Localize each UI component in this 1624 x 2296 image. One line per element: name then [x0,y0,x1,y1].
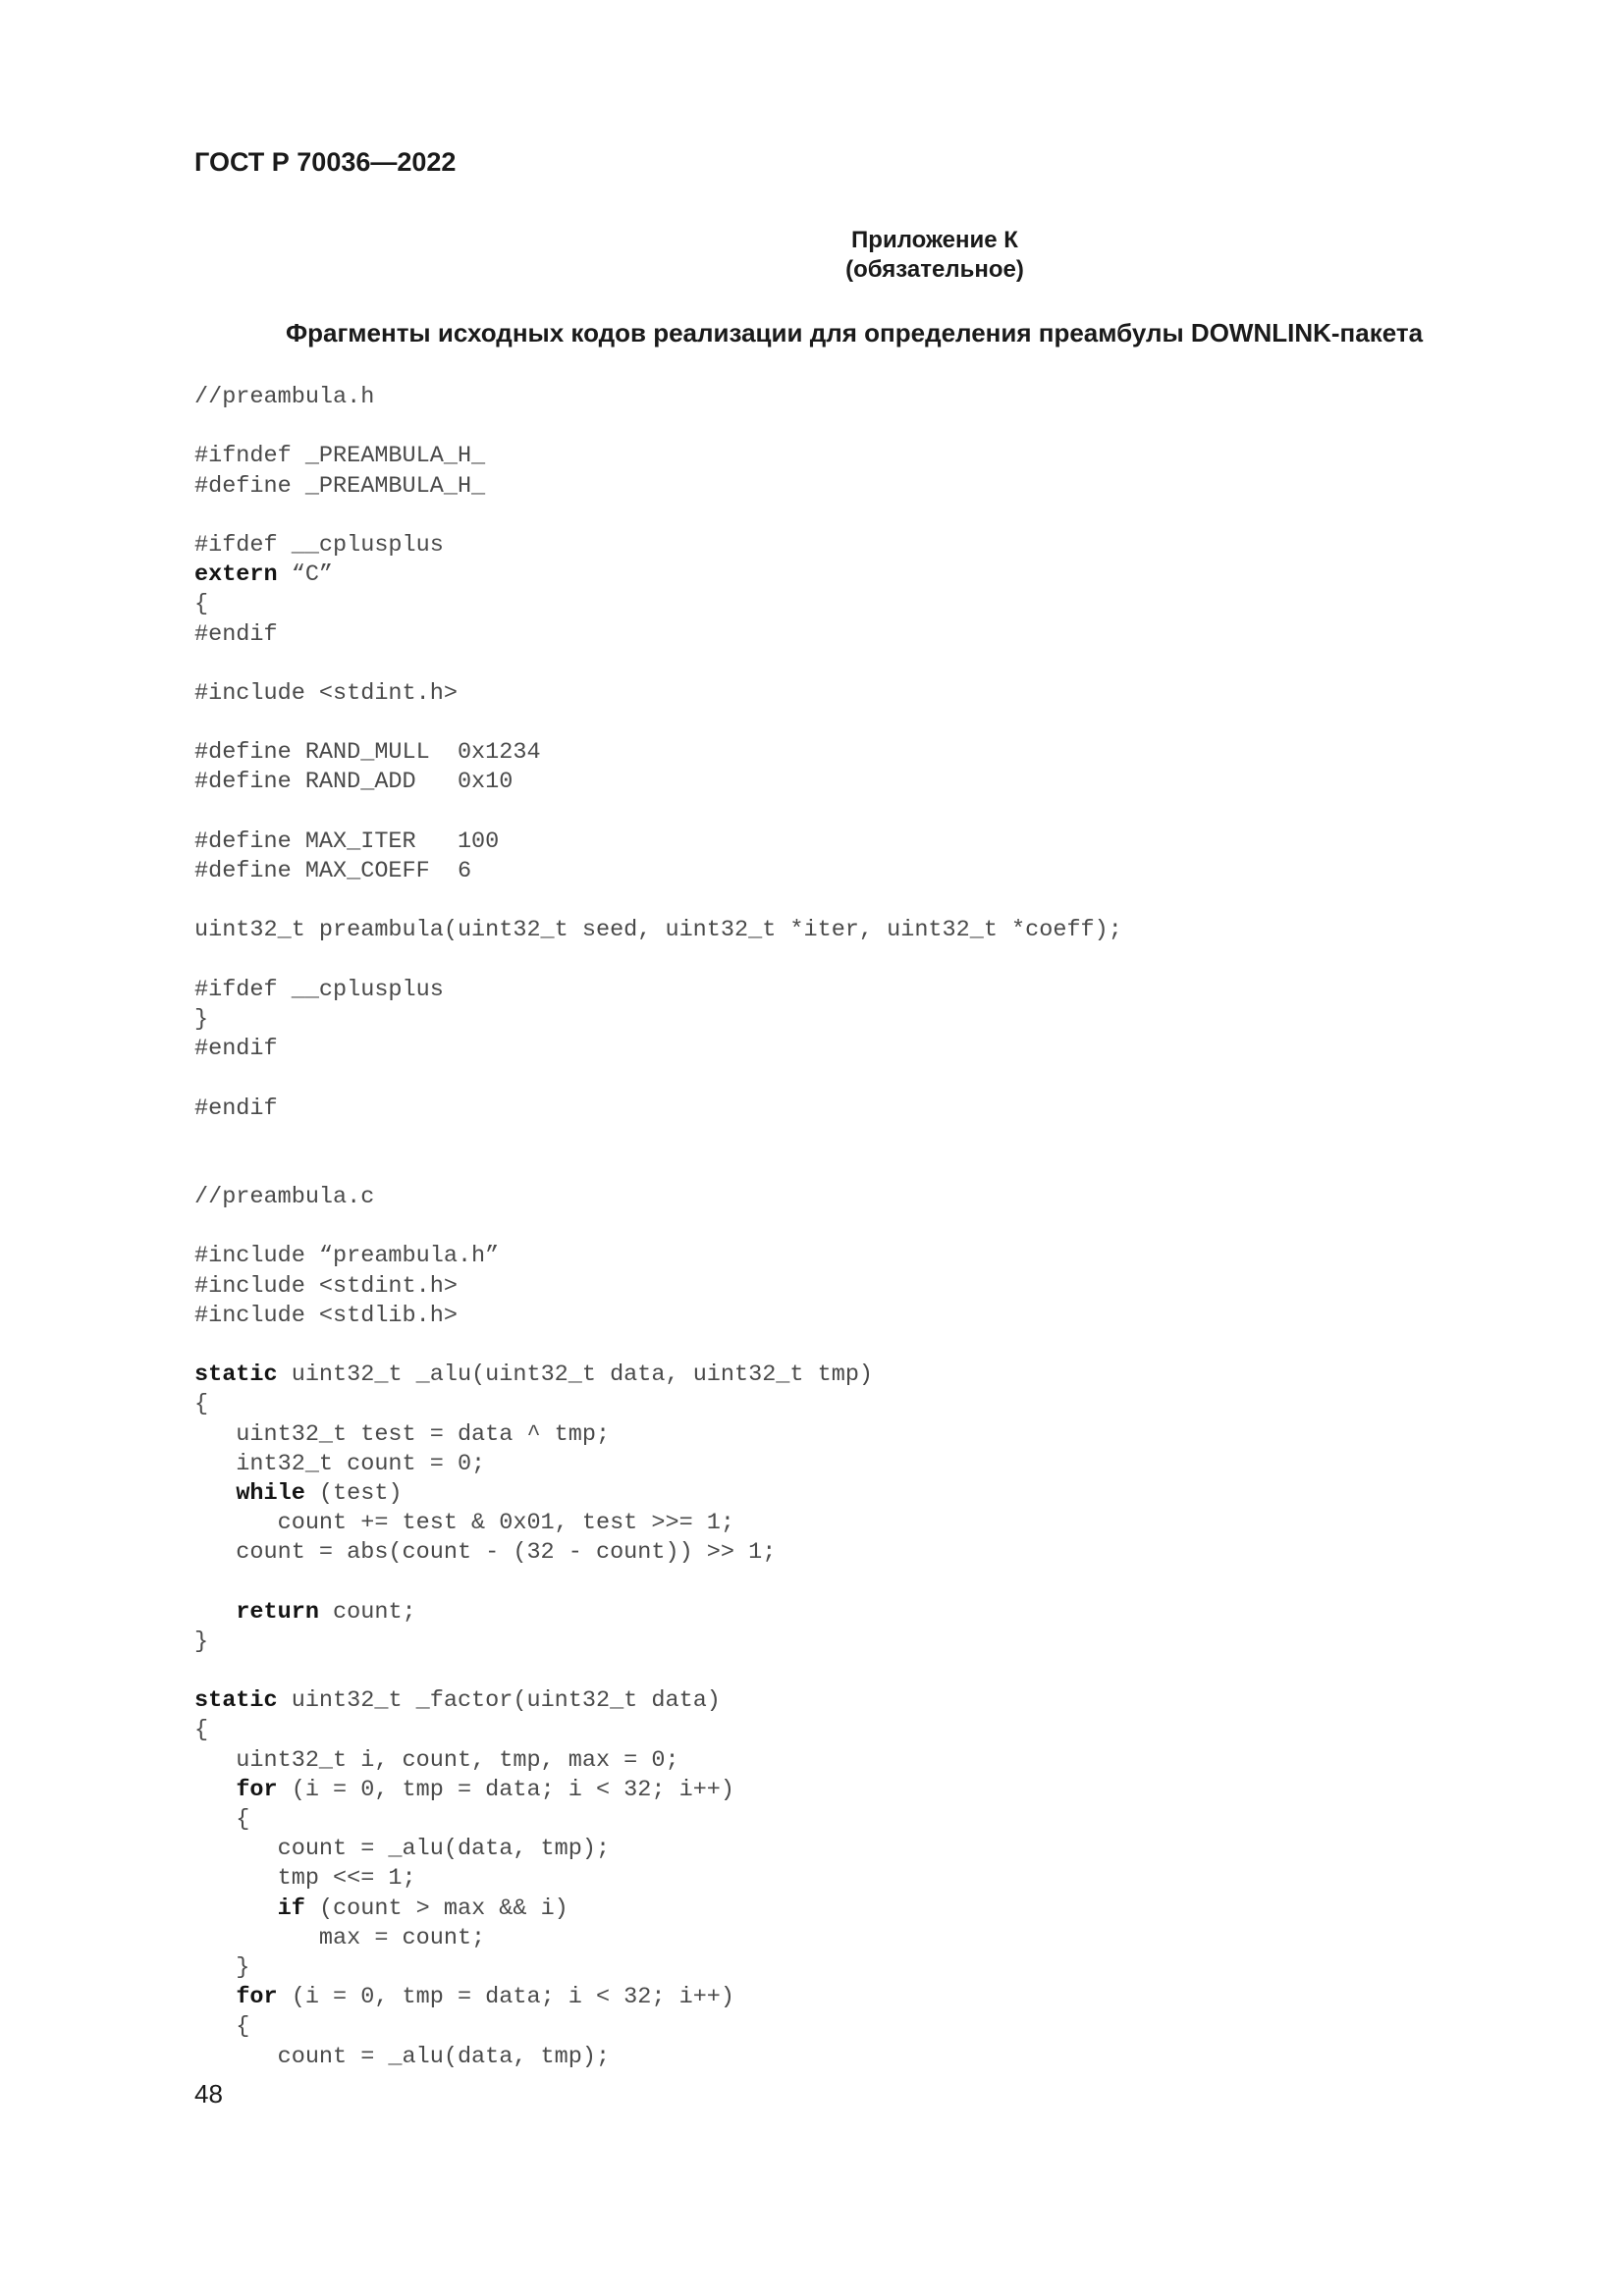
code-line [194,383,1122,412]
code-line [194,1598,1122,1628]
code-text: #define MAX_ITER 100 [194,828,500,855]
code-line [194,1420,1122,1450]
code-line [194,442,1122,471]
code-line [194,1746,1122,1776]
code-text: { [194,1806,250,1833]
code-line [194,946,1122,976]
code-text: count = _alu(data, tmp); [194,1836,611,1863]
code-text: #ifdef __cplusplus [194,976,444,1003]
code-line [194,1924,1122,1953]
annex-heading [0,226,1624,285]
code-text: “C” [277,561,334,589]
code-text: #include <stdint.h> [194,1272,458,1300]
code-line [194,2043,1122,2072]
code-line [194,1242,1122,1271]
code-line [194,1302,1122,1331]
annex-title: Фрагменты исходных кодов реализации для определения преамбулы DOWNLINK-пакета [285,318,1424,347]
code-line [194,1272,1122,1302]
code-line [194,1776,1122,1805]
code-text: (test) [304,1479,403,1507]
code-keyword: static [194,1687,278,1715]
code-line [194,1895,1122,1924]
code-keyword: for [236,1984,278,2011]
code-line [194,1657,1122,1686]
code-keyword: static [194,1362,278,1389]
code-text: #define MAX_COEFF 6 [194,858,472,884]
code-line [194,1628,1122,1657]
code-line [194,1361,1122,1390]
code-line [194,1331,1122,1361]
code-line [194,1716,1122,1745]
code-line [194,828,1122,857]
code-line [194,1835,1122,1864]
annex-status: (обязательное) [845,256,1024,283]
code-text: count = abs(count - (32 - count)) >> 1; [194,1539,777,1567]
code-text: { [194,591,209,618]
code-text: #define RAND_ADD 0x10 [194,769,514,796]
code-text: (i = 0, tmp = data; i < 32; i++) [277,1984,735,2011]
code-line [194,709,1122,738]
code-text: max = count; [194,1924,486,1951]
code-line [194,412,1122,442]
code-text: #include <stdint.h> [194,679,458,707]
code-line [194,472,1122,502]
code-line [194,886,1122,916]
code-line [194,976,1122,1005]
code-line [194,1864,1122,1894]
code-line [194,857,1122,886]
code-keyword: for [236,1776,278,1803]
code-text: //preambula.h [194,384,375,410]
code-text: uint32_t _alu(uint32_t data, uint32_t tmp) [277,1362,874,1389]
code-text: } [194,1005,209,1033]
code-text: #define _PREAMBULA_H_ [194,472,486,500]
code-line [194,1035,1122,1064]
code-line [194,650,1122,679]
code-text: { [194,1391,209,1418]
code-line [194,620,1122,650]
code-text [194,1480,236,1507]
code-text: #ifndef _PREAMBULA_H_ [194,443,486,470]
code-keyword: extern [194,561,278,589]
code-keyword: while [236,1479,305,1507]
code-line [194,1212,1122,1242]
code-text: #endif [194,1095,278,1122]
code-text: #endif [194,1036,278,1063]
code-line [194,1095,1122,1124]
code-line [194,1064,1122,1094]
code-line [194,590,1122,619]
code-line [194,1124,1122,1153]
code-line [194,1153,1122,1183]
code-text: #include “preambula.h” [194,1243,500,1270]
code-line [194,1450,1122,1479]
code-line [194,1509,1122,1538]
code-text: uint32_t i, count, tmp, max = 0; [194,1746,679,1774]
code-line [194,561,1122,590]
code-keyword: return [236,1598,319,1626]
code-text: uint32_t preambula(uint32_t seed, uint32_t *iter, uint32_t *coeff); [194,917,1122,944]
code-text: { [194,2013,250,2041]
code-line [194,2012,1122,2042]
code-text: //preambula.c [194,1184,375,1211]
code-line [194,1953,1122,1983]
code-line [194,679,1122,709]
code-line [194,1005,1122,1035]
code-text: #define RAND_MULL 0x1234 [194,739,541,767]
code-text: count; [318,1598,416,1626]
code-text: count += test & 0x01, test >>= 1; [194,1510,734,1537]
source-code-listing [194,383,1122,2072]
code-line [194,1805,1122,1835]
code-line [194,1390,1122,1419]
code-text [194,1984,236,2010]
code-line [194,798,1122,828]
code-line [194,738,1122,768]
code-text [194,1777,236,1803]
code-text: uint32_t _factor(uint32_t data) [277,1687,721,1715]
code-text: #ifdef __cplusplus [194,531,444,559]
code-line [194,1538,1122,1568]
standard-designation: ГОСТ Р 70036—2022 [194,147,457,177]
code-text: } [194,1953,250,1981]
code-text: { [194,1717,209,1744]
code-text: uint32_t test = data ^ tmp; [194,1420,611,1448]
code-text [194,1896,278,1922]
page-number: 48 [194,2079,223,2109]
code-line [194,1983,1122,2012]
code-text: count = _alu(data, tmp); [194,2043,611,2070]
code-text: #include <stdlib.h> [194,1302,458,1329]
code-line [194,768,1122,797]
code-text: (i = 0, tmp = data; i < 32; i++) [277,1776,735,1803]
code-text [194,1599,236,1626]
code-line [194,1183,1122,1212]
code-line [194,502,1122,531]
code-line [194,1569,1122,1598]
code-text: (count > max && i) [304,1895,568,1922]
code-line [194,916,1122,945]
code-text: tmp <<= 1; [194,1865,416,1893]
code-text: int32_t count = 0; [194,1450,486,1477]
code-line [194,531,1122,561]
code-keyword: if [277,1895,305,1922]
code-text: #endif [194,620,278,648]
code-line [194,1479,1122,1509]
annex-label: Приложение К [851,227,1018,253]
code-line [194,1686,1122,1716]
code-text: } [194,1628,209,1655]
